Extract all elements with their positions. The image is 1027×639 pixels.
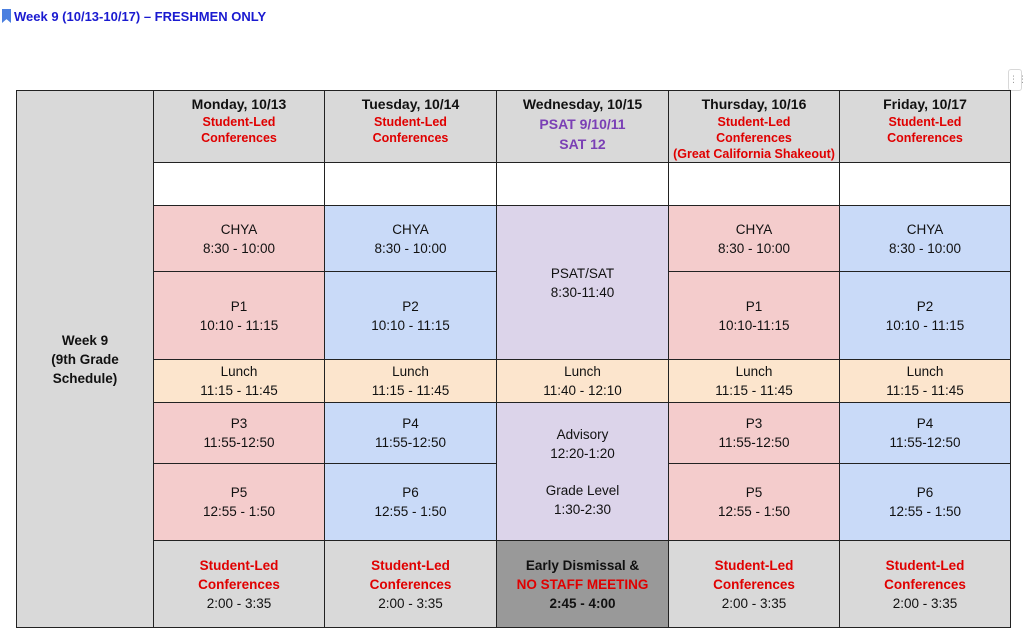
period-friday-p6: P6 12:55 - 1:50 [840, 464, 1011, 541]
day-header-monday: Monday, 10/13 Student-Led Conferences [154, 91, 325, 163]
bookmark-icon [2, 9, 11, 23]
lunch-friday: Lunch 11:15 - 11:45 [840, 360, 1011, 403]
psat-sat-wednesday: PSAT/SAT 8:30-11:40 [497, 206, 669, 360]
week-label: Week 9 (9th Grade Schedule) [17, 91, 154, 628]
period-friday-p2: P2 10:10 - 11:15 [840, 272, 1011, 360]
day-header-wednesday: Wednesday, 10/15 PSAT 9/10/11 SAT 12 [497, 91, 669, 163]
period-tuesday-p2: P2 10:10 - 11:15 [325, 272, 497, 360]
period-tuesday-p4: P4 11:55-12:50 [325, 403, 497, 464]
lunch-wednesday: Lunch 11:40 - 12:10 [497, 360, 669, 403]
period-tuesday-p6: P6 12:55 - 1:50 [325, 464, 497, 541]
lunch-monday: Lunch 11:15 - 11:45 [154, 360, 325, 403]
period-thursday-p1: P1 10:10-11:15 [669, 272, 840, 360]
lunch-thursday: Lunch 11:15 - 11:45 [669, 360, 840, 403]
conferences-tuesday: Student-Led Conferences 2:00 - 3:35 [325, 541, 497, 628]
blank-cell [840, 163, 1011, 206]
period-friday-p4: P4 11:55-12:50 [840, 403, 1011, 464]
page-header [2, 6, 266, 26]
conferences-friday: Student-Led Conferences 2:00 - 3:35 [840, 541, 1011, 628]
period-thursday-p3: P3 11:55-12:50 [669, 403, 840, 464]
early-dismissal-wednesday: Early Dismissal & NO STAFF MEETING 2:45 - 4:00 [497, 541, 669, 628]
advisory-grade-level-wednesday: Advisory 12:20-1:20 Grade Level 1:30-2:30 [497, 403, 669, 541]
blank-cell [497, 163, 669, 206]
blank-cell [325, 163, 497, 206]
page-title: Week 9 (10/13-10/17) – FRESHMEN ONLY [14, 8, 267, 24]
schedule-table [16, 90, 1011, 628]
period-monday-p5: P5 12:55 - 1:50 [154, 464, 325, 541]
day-header-friday: Friday, 10/17 Student-Led Conferences [840, 91, 1011, 163]
blank-cell [669, 163, 840, 206]
period-monday-p3: P3 11:55-12:50 [154, 403, 325, 464]
blank-cell [154, 163, 325, 206]
chya-thursday: CHYA 8:30 - 10:00 [669, 206, 840, 272]
period-thursday-p5: P5 12:55 - 1:50 [669, 464, 840, 541]
drag-handle-icon[interactable]: ⋮⋮ [1008, 69, 1022, 91]
day-header-tuesday: Tuesday, 10/14 Student-Led Conferences [325, 91, 497, 163]
chya-tuesday: CHYA 8:30 - 10:00 [325, 206, 497, 272]
chya-friday: CHYA 8:30 - 10:00 [840, 206, 1011, 272]
conferences-monday: Student-Led Conferences 2:00 - 3:35 [154, 541, 325, 628]
chya-monday: CHYA 8:30 - 10:00 [154, 206, 325, 272]
day-header-thursday: Thursday, 10/16 Student-Led Conferences (Great California Shakeout) [669, 91, 840, 163]
period-monday-p1: P1 10:10 - 11:15 [154, 272, 325, 360]
conferences-thursday: Student-Led Conferences 2:00 - 3:35 [669, 541, 840, 628]
lunch-tuesday: Lunch 11:15 - 11:45 [325, 360, 497, 403]
